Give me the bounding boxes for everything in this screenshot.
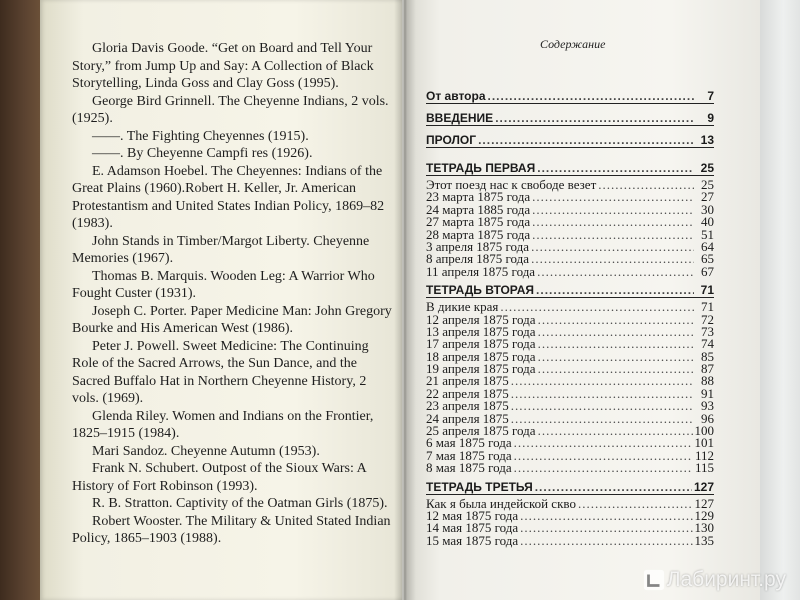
toc-page-number: 74 [701,336,714,352]
toc-leader-dots [532,204,694,216]
toc-leader-dots [511,388,694,400]
toc-page-number: 27 [701,189,714,205]
bibliography-entry: John Stands in Timber/Margot Liberty. Cheyenne Memories (1967). [72,233,370,266]
toc-page-number: 13 [700,133,714,147]
toc-page-number: 112 [694,447,714,463]
toc-page-number: 91 [701,385,714,401]
toc-leader-dots [495,112,694,124]
toc-entry-label: 12 апреля 1875 года [426,311,536,327]
toc-leader-dots [538,314,694,326]
toc-entry-label: 7 мая 1875 года [426,447,512,463]
bibliography-entry: Gloria Davis Goode. “Get on Board and Tell Your Story,” from Jump Up and Say: A Collection of Black Storytelling, Linda Goss and Clay Goss (1995). [72,41,374,91]
labirint-logo-icon [643,569,665,591]
bibliography-entry: ——. The Fighting Cheyennes (1915). [92,128,309,144]
toc-leader-dots [531,253,694,265]
toc-leader-dots [520,535,692,547]
toc-page-number: 127 [694,495,714,511]
toc-entry-label: 15 мая 1875 года [426,532,519,548]
toc-front-entry [426,134,714,148]
toc-leader-dots [537,162,694,174]
toc-entry-label: 23 марта 1875 года [426,189,531,205]
toc-leader-dots [511,400,694,412]
toc-page-number: 73 [701,323,714,339]
bibliography-list [72,40,392,548]
toc-leader-dots [538,351,694,363]
toc-leader-dots [538,363,694,375]
toc-page-number: 71 [701,299,714,315]
toc-page-number: 25 [700,161,714,175]
watermark [643,568,786,592]
toc-leader-dots [514,437,693,449]
toc-entry-label: 13 апреля 1875 года [426,323,536,339]
toc-page-number: 40 [701,214,714,230]
toc-leader-dots [538,425,693,437]
bibliography-entry: Glenda Riley. Women and Indians on the Frontier, 1825–1915 (1984). [72,408,374,441]
bibliography-entry: E. Adamson Hoebel. The Cheyennes: Indians of the Great Plains (1960).Robert H. Keller, Jr. American Protestantism and United States Indian Policy, 1869–82 (1983). [72,163,385,231]
toc-section-heading [426,481,714,495]
bibliography-entry: Robert Wooster. The Military & United Stated Indian Policy, 1865–1903 (1988). [72,513,391,546]
toc-entry-label: 12 мая 1875 года [426,507,519,523]
toc-entry-label: ПРОЛОГ [426,133,477,147]
toc-leader-dots [532,229,694,241]
toc-entry-label: 28 марта 1875 года [426,226,531,242]
toc-leader-dots [535,481,692,493]
toc-leader-dots [511,375,694,387]
toc-page-number: 93 [701,398,714,414]
table-of-contents [426,90,714,547]
toc-page-number: 115 [694,460,714,476]
toc-entry-label: 23 апреля 1875 [426,398,509,414]
watermark-text: Лабиринт.ру [666,568,786,591]
toc-leader-dots [520,510,692,522]
toc-entry-label: 21 апреля 1875 [426,373,509,389]
toc-leader-dots [478,134,694,146]
toc-page-number: 130 [694,520,714,536]
toc-leader-dots [532,216,694,228]
toc-front-entry [426,90,714,104]
toc-page-number: 51 [701,226,714,242]
toc-title: Содержание [540,37,606,51]
toc-front-entry [426,112,714,126]
toc-page-number: 127 [693,479,714,494]
bibliography-entry: Frank N. Schubert. Outpost of the Sioux Wars: A History of Fort Robinson (1993). [72,461,366,494]
toc-page-number: 25 [701,177,714,192]
toc-entry-label: 14 мая 1875 года [426,520,519,536]
toc-leader-dots [536,284,694,296]
toc-leader-dots [531,241,694,253]
toc-page-number: 85 [701,348,714,364]
toc-entry-label: ТЕТРАДЬ ПЕРВАЯ [426,161,536,175]
toc-page-number: 67 [701,263,714,279]
toc-page-number: 71 [700,283,714,298]
toc-leader-dots [514,450,693,462]
toc-entry-label: 27 марта 1875 года [426,214,531,230]
toc-entry-label: 25 апреля 1875 года [426,423,536,439]
bibliography-entry: George Bird Grinnell. The Cheyenne Indians, 2 vols. (1925). [72,93,389,126]
bibliography-entry: R. B. Stratton. Captivity of the Oatman Girls (1875). [92,496,388,511]
toc-page-number: 30 [701,201,714,217]
toc-entry-label: 6 мая 1875 года [426,435,512,451]
toc-section-heading [426,284,714,298]
toc-leader-dots [578,498,693,510]
toc-page-number: 101 [694,435,714,451]
toc-entry-label: Как я была индейской скво [426,495,576,511]
toc-entry-label: В дикие края [426,299,499,315]
toc-leader-dots [520,522,692,534]
toc-entry-label: 24 марта 1885 года [426,201,531,217]
toc-entry-label: 8 мая 1875 года [426,460,512,476]
toc-page-number: 87 [701,361,714,377]
toc-entry-label: 11 апреля 1875 года [426,263,536,279]
toc-entry [426,263,714,279]
toc-entry-label: 8 апреля 1875 года [426,251,530,267]
toc-page-number: 65 [701,251,714,267]
toc-leader-dots [532,191,694,203]
toc-page-number: 7 [707,89,714,103]
toc-entry-label: ТЕТРАДЬ ВТОРАЯ [426,283,535,298]
toc-entry-label: 19 апреля 1875 года [426,361,536,377]
toc-entry [426,532,714,548]
toc-entry-label: ВВЕДЕНИЕ [426,111,494,125]
toc-entry-label: 18 апреля 1875 года [426,348,536,364]
bibliography-entry: Peter J. Powell. Sweet Medicine: The Continuing Role of the Sacred Arrows, the Sun Dance, and the Sacred Buffalo Hat in Northern Cheyenne History, 2 vols. (1969). [72,338,369,406]
bibliography-entry: Thomas B. Marquis. Wooden Leg: A Warrior Who Fought Custer (1931). [72,268,375,301]
toc-entry-label: 24 апреля 1875 [426,410,509,426]
toc-leader-dots [511,413,694,425]
toc-entry [426,462,714,474]
toc-leader-dots [537,266,694,278]
toc-page-number: 64 [701,238,714,254]
bibliography-entry: Mari Sandoz. Cheyenne Autumn (1953). [92,443,320,459]
toc-page-number: 96 [701,410,714,426]
toc-entry-label: 22 апреля 1875 [426,385,509,401]
toc-entry-label: Этот поезд нас к свободе везет [426,177,597,192]
toc-page-number: 72 [701,311,714,327]
toc-entry-label: 3 апреля 1875 года [426,238,530,254]
toc-page-number: 129 [694,507,714,523]
toc-page-number: 9 [707,111,714,125]
book-gutter [394,0,416,600]
toc-entry-label: 17 апреля 1875 года [426,336,536,352]
toc-page-number: 100 [694,423,714,439]
toc-section-heading [426,162,714,176]
toc-leader-dots [514,462,693,474]
toc-leader-dots [598,179,694,191]
toc-entry-label: ТЕТРАДЬ ТРЕТЬЯ [426,479,533,494]
toc-entry-label: От автора [426,89,486,103]
toc-page-number: 135 [694,532,714,548]
toc-leader-dots [538,338,694,350]
toc-page-number: 88 [701,373,714,389]
toc-leader-dots [538,326,694,338]
table-surface-right [758,0,800,600]
table-surface-left [0,0,40,600]
bibliography-entry: Joseph C. Porter. Paper Medicine Man: John Gregory Bourke and His American West (1986). [72,303,392,336]
bibliography-entry: ——. By Cheyenne Campfi res (1926). [92,146,313,161]
toc-leader-dots [488,90,695,102]
